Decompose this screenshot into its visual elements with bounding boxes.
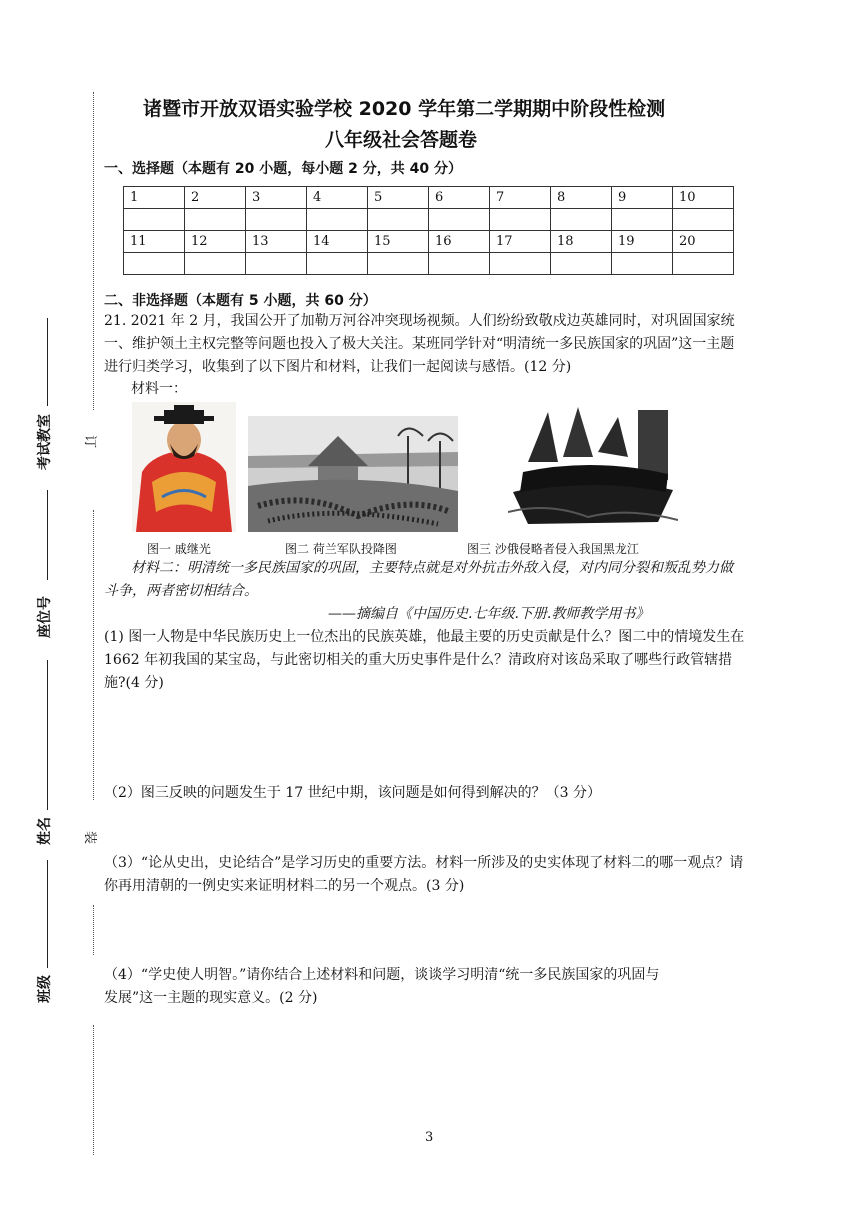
question-21-4-line1: （4）“学史使人明智。”请你结合上述材料和问题，谈谈学习明清“统一多民族国家的巩固与 [104,967,660,983]
exam-room-line [47,318,48,406]
binding-dotline-mid2 [93,905,94,955]
answer-number: 20 [673,231,734,253]
figure3-caption: 图三 沙俄侵略者侵入我国黑龙江 [467,542,639,556]
answer-number: 9 [612,187,673,209]
answer-number: 18 [551,231,612,253]
answer-number: 8 [551,187,612,209]
seat-number-line [47,490,48,580]
class-line [47,860,48,968]
name-label: 姓名 [37,817,53,845]
material2-text: 材料二：明清统一多民族国家的巩固，主要特点就是对外抗击外敌入侵，对内同分裂和叛乱势力做斗争，两者密切相结合。 [104,560,733,599]
answer-number: 17 [490,231,551,253]
material2-source: ——摘编自《中国历史.七年级.下册.教师教学用书》 [328,606,650,622]
answer-cell[interactable] [429,253,490,275]
figure2-caption: 图二 荷兰军队投降图 [285,542,397,556]
answer-number: 14 [307,231,368,253]
answer-area-q3[interactable] [104,900,750,960]
answer-number: 16 [429,231,490,253]
answer-cell[interactable] [673,209,734,231]
answer-number: 7 [490,187,551,209]
class-label: 班级 [37,975,53,1003]
page-subtitle: 八年级社会答题卷 [325,129,478,151]
answer-grid-blank-row-2 [124,253,734,275]
answer-cell[interactable] [551,209,612,231]
answer-cell[interactable] [124,253,185,275]
answer-number: 15 [368,231,429,253]
question-21-2: （2）图三反映的问题发生于 17 世纪中期，该问题是如何得到解决的？（3 分） [104,785,601,801]
answer-cell[interactable] [612,253,673,275]
answer-grid-blank-row-1 [124,209,734,231]
binding-dotline-top [93,92,94,410]
answer-cell[interactable] [551,253,612,275]
question-21-1: (1) 图一人物是中华民族历史上一位杰出的民族英雄，他最主要的历史贡献是什么？图二中的情境发生在 1662 年初我国的某宝岛，与此密切相关的重大历史事件是什么？清政府对该岛采取了哪些行政管辖措施?(4 分) [104,629,745,691]
answer-cell[interactable] [307,209,368,231]
answer-grid-numbers-row-2 [124,231,734,253]
answer-cell[interactable] [185,253,246,275]
answer-number: 12 [185,231,246,253]
seat-number-label: 座位号 [37,596,53,638]
answer-number: 2 [185,187,246,209]
answer-number: 5 [368,187,429,209]
binding-dotline-mid1 [93,510,94,800]
answer-cell[interactable] [185,209,246,231]
question-21-4-line2: 发展”这一主题的现实意义。(2 分) [104,990,318,1006]
answer-area-q4[interactable] [104,1012,750,1122]
surrender-engraving-image [248,416,458,532]
material1-label: 材料一： [131,381,187,397]
binding-char-ding: 订 [82,434,98,449]
page-title: 诸暨市开放双语实验学校 2020 学年第二学期期中阶段性检测 [143,98,666,120]
answer-number: 4 [307,187,368,209]
answer-cell[interactable] [246,209,307,231]
answer-grid [123,186,734,275]
answer-cell[interactable] [673,253,734,275]
answer-cell[interactable] [368,209,429,231]
page-number: 3 [425,1130,434,1145]
answer-area-q2[interactable] [104,806,750,850]
answer-cell[interactable] [368,253,429,275]
answer-number: 13 [246,231,307,253]
answer-cell[interactable] [307,253,368,275]
answer-cell[interactable] [490,253,551,275]
binding-dotline-bottom [93,1025,94,1155]
answer-number: 10 [673,187,734,209]
question-21-3: （3）“论从史出，史论结合”是学习历史的重要方法。材料一所涉及的史实体现了材料二的哪一观点？请你再用清朝的一例史实来证明材料二的另一个观点。(3 分) [104,855,744,894]
invasion-woodcut-image [508,402,678,530]
answer-grid-numbers-row-1 [124,187,734,209]
answer-number: 6 [429,187,490,209]
answer-number: 11 [124,231,185,253]
answer-cell[interactable] [612,209,673,231]
section2-heading: 二、非选择题（本题有 5 小题，共 60 分） [104,293,377,309]
portrait-figure-image [132,402,236,532]
answer-number: 1 [124,187,185,209]
answer-number: 3 [246,187,307,209]
answer-area-q1[interactable] [104,700,750,780]
section1-heading: 一、选择题（本题有 20 小题，每小题 2 分，共 40 分） [104,161,462,177]
answer-cell[interactable] [246,253,307,275]
answer-number: 19 [612,231,673,253]
figure1-caption: 图一 戚继光 [147,542,211,556]
exam-room-label: 考试教室 [37,414,53,470]
question-21-intro: 21. 2021 年 2 月，我国公开了加勒万河谷冲突现场视频。人们纷纷致敬戍边英雄同时，对巩固国家统一、维护领土主权完整等问题也投入了极大关注。某班同学针对“明清统一多民族国家的巩固”这一主题进行归类学习，收集到了以下图片和材料，让我们一起阅读与感悟。(12 分) [104,313,735,375]
name-line [47,660,48,810]
answer-cell[interactable] [124,209,185,231]
binding-char-zhuang: 装 [82,830,98,845]
answer-cell[interactable] [490,209,551,231]
answer-cell[interactable] [429,209,490,231]
